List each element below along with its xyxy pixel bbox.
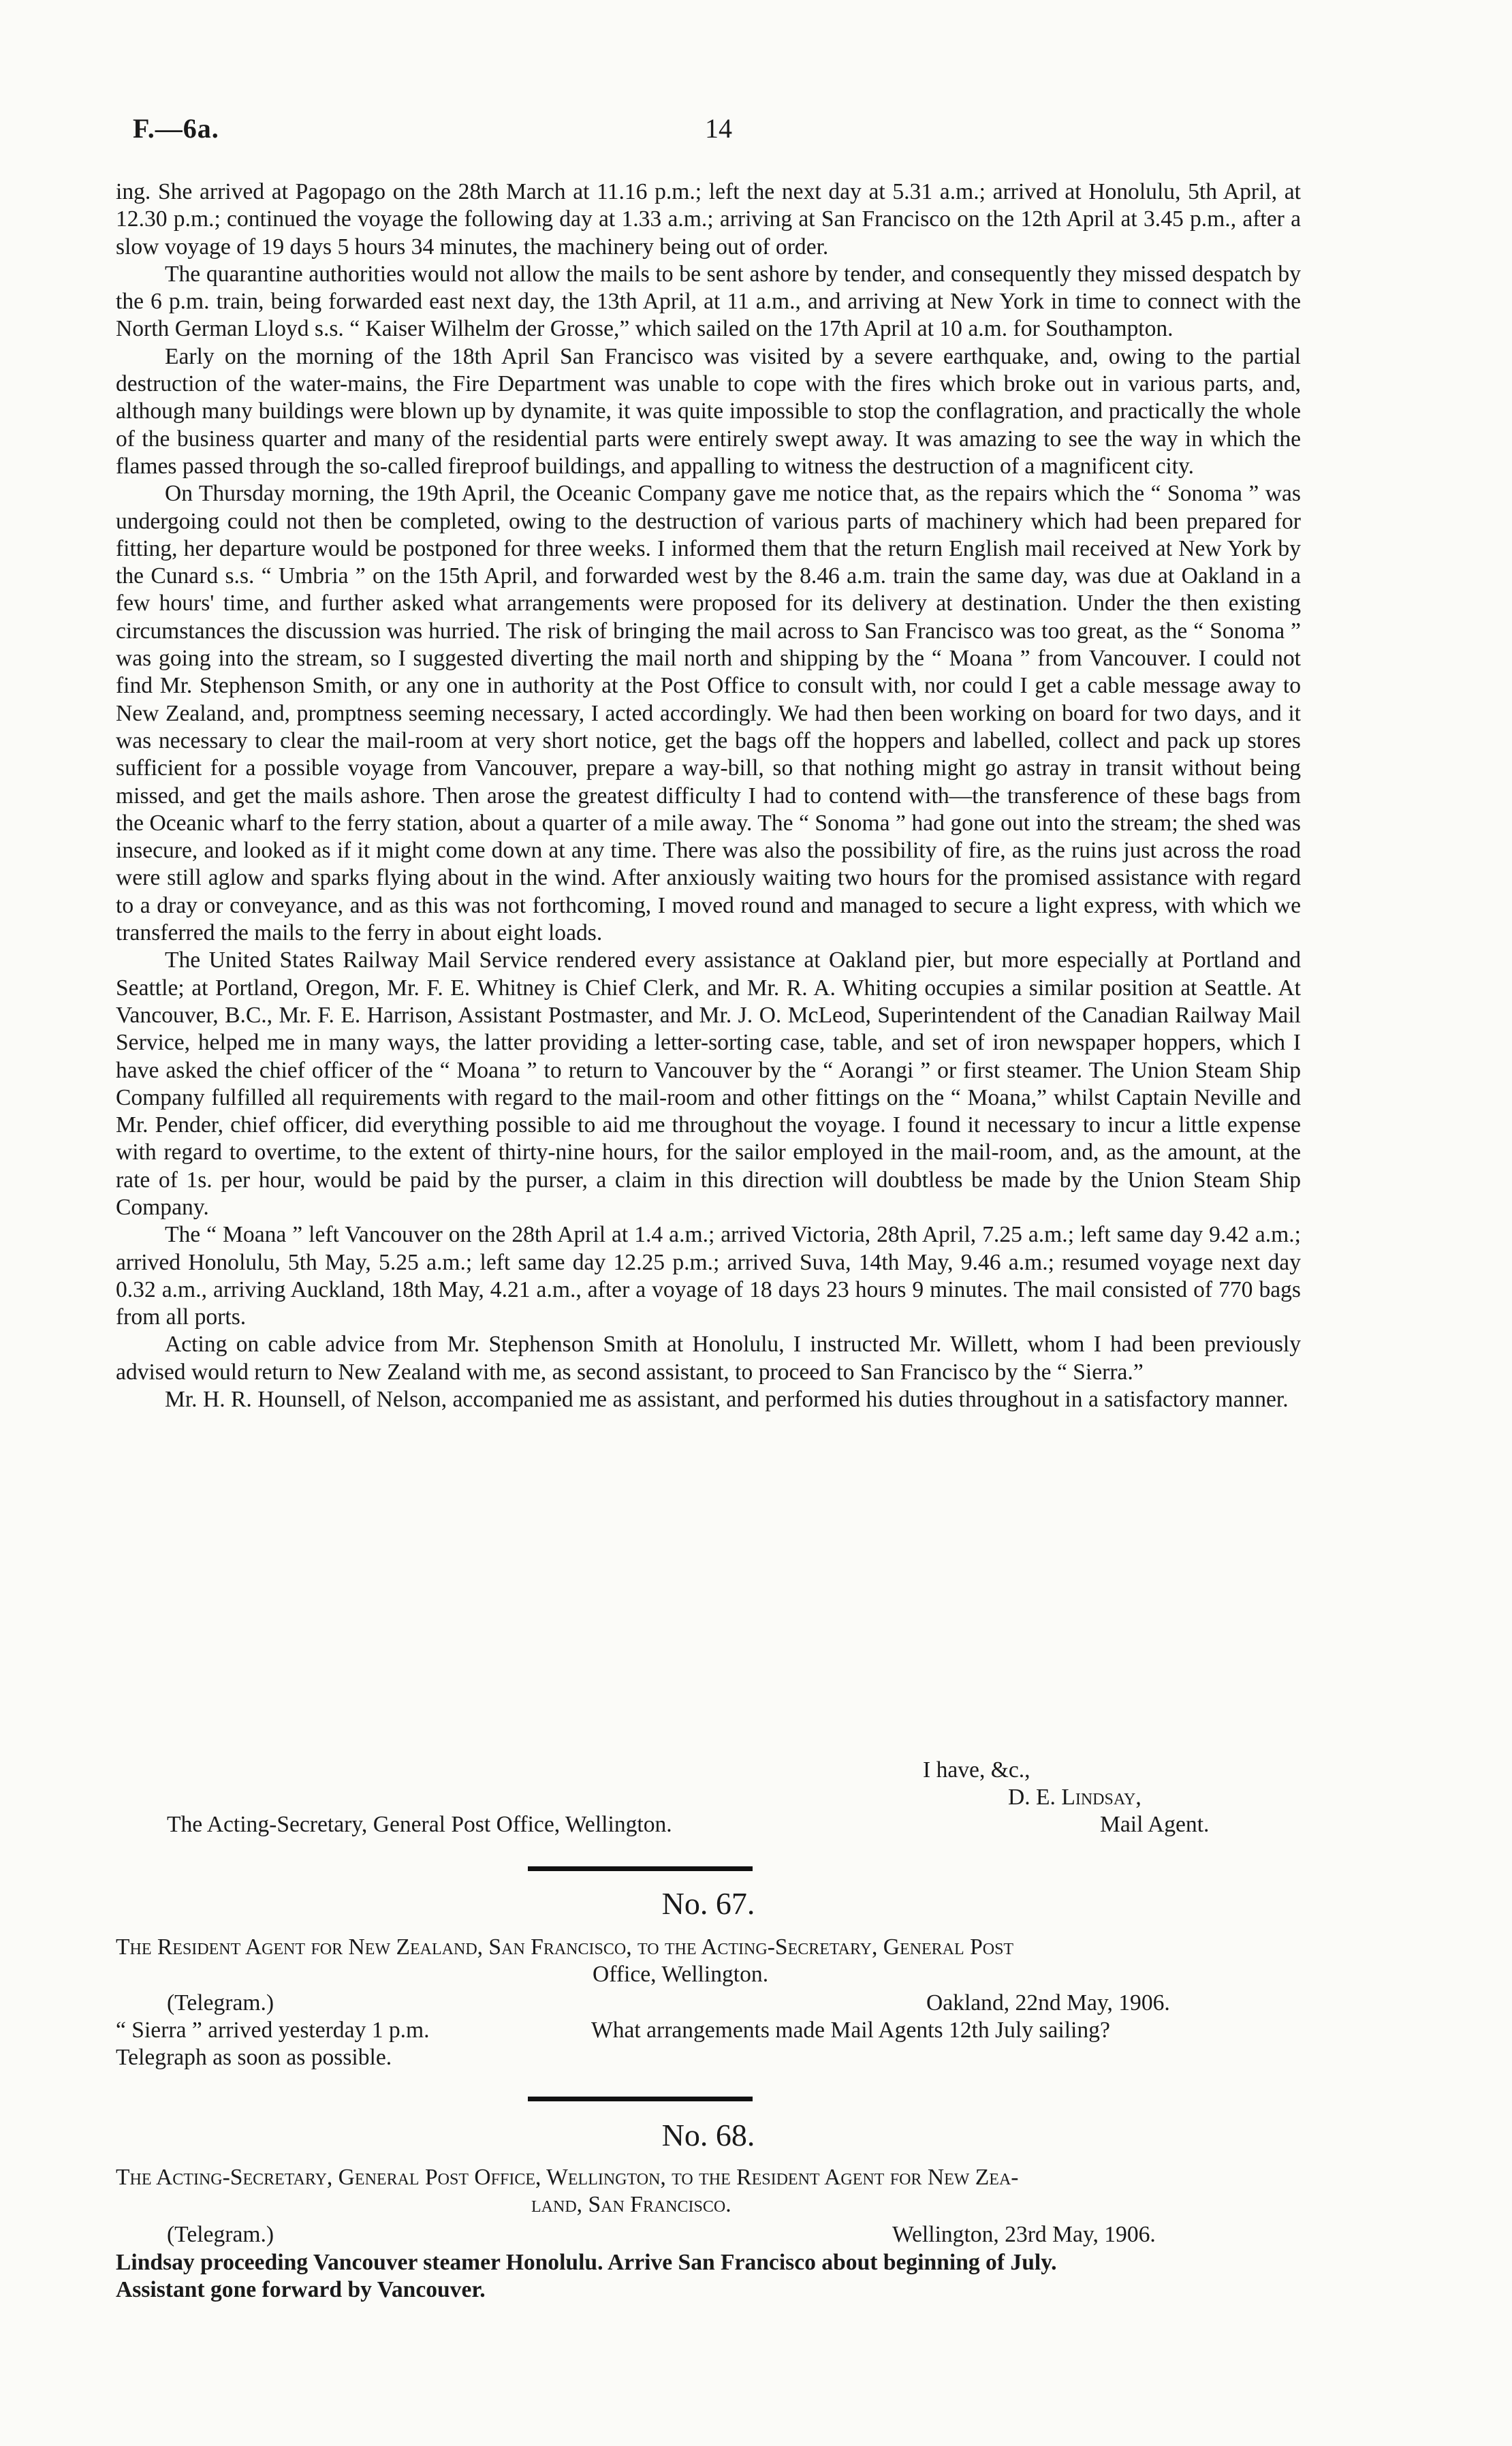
paragraph: Mr. H. R. Hounsell, of Nelson, accompanied me as assistant, and performed his duties throughout in a satisfactory manner. (165, 1387, 1289, 1413)
no68-text-2: Assistant gone forward by Vancouver. (116, 2277, 486, 2302)
addressee: The Acting-Secretary, General Post Office, Wellington. (167, 1812, 672, 1837)
paragraph: ing. She arrived at Pagopago on the 28th March at 11.16 p.m.; left the next day at 5.31 a.m.; arrived at Honolulu, 5th April, at 12.30 p.m.; continued the voyage the following day at 1.33 a.m.; arriving at San Francisco on the 12th April at 3.45 p.m., after a slow voyage of 19 days 5 hours 34 minutes, the machinery being out of order. (116, 179, 1301, 260)
no67-from-line: The Resident Agent for New Zealand, San Francisco, to the Acting-Secretary, General Post (116, 1934, 1014, 1960)
no67-from-line-2: Office, Wellington. (593, 1962, 769, 1987)
divider (528, 1866, 753, 1871)
paragraph: Acting on cable advice from Mr. Stephenson Smith at Honolulu, I instructed Mr. Willett, whom I had been previously advised would return to New Zealand with me, as second assistant, to proceed to San Francisco by the “ Sierra.” (116, 1332, 1301, 1385)
closing-i-have: I have, &c., (923, 1757, 1030, 1783)
no67-type: (Telegram.) (167, 1990, 274, 2016)
paragraph: On Thursday morning, the 19th April, the Oceanic Company gave me notice that, as the repairs which the “ Sonoma ” was undergoing could not then be completed, owing to the destruction of various parts of machinery which had been prepared for fitting, her departure would be postponed for three weeks. I informed them that the return English mail received at New York by the Cunard s.s. “ Umbria ” on the 15th April, and forwarded west by the 8.46 a.m. train the same day, was due at Oakland in a few hours' time, and further asked what arrangements were proposed for its delivery at destination. Under the then existing circumstances the discussion was hurried. The risk of bringing the mail across to San Francisco was too great, as the “ Sonoma ” was going into the stream, so I suggested diverting the mail north and shipping by the “ Moana ” from Vancouver. I could not find Mr. Stephenson Smith, or any one in authority at the Post Office to consult with, nor could I get a cable message away to New Zealand, and, promptness seeming necessary, I acted accordingly. We had then been working on board for two days, and it was necessary to clear the mail-room at very short notice, get the bags off the hoppers and labelled, collect and pack up stores sufficient for a possible voyage from Vancouver, prepare a way-bill, so that nothing might go astray in transit without being missed, and get the mails ashore. Then arose the greatest difficulty I had to contend with—the transference of these bags from the Oceanic wharf to the ferry station, about a quarter of a mile away. The “ Sonoma ” had gone out into the stream; the shed was insecure, and looked as if it might come down at any time. There was also the possibility of fire, as the ruins just across the road were still aglow and sparks flying about in the wind. After anxiously waiting two hours for the promised assistance with regard to a dray or conveyance, and as this was not forthcoming, I moved round and managed to secure a light express, with which we transferred the mails to the ferry in about eight loads. (116, 481, 1301, 946)
divider (528, 2097, 753, 2101)
page-reference: F.—6a. (133, 113, 219, 144)
no67-place-date: Oakland, 22nd May, 1906. (926, 1990, 1170, 2016)
no67-text: “ Sierra ” arrived yesterday 1 p.m. (116, 2018, 430, 2043)
page-number: 14 (705, 113, 732, 144)
signature-title: Mail Agent. (1100, 1812, 1210, 1837)
no68-type: (Telegram.) (167, 2222, 274, 2247)
no68-text: Lindsay proceeding Vancouver steamer Honolulu. Arrive San Francisco about beginning of July. (116, 2250, 1057, 2275)
paragraph: The “ Moana ” left Vancouver on the 28th April at 1.4 a.m.; arrived Victoria, 28th April, 7.25 a.m.; left same day 9.42 a.m.; arrived Honolulu, 5th May, 5.25 a.m.; left same day 12.25 p.m.; arrived Suva, 14th May, 9.46 a.m.; resumed voyage next day 0.32 a.m., arriving Auckland, 18th May, 4.21 a.m., after a voyage of 18 days 23 hours 9 minutes. The mail consisted of 770 bags from all ports. (116, 1222, 1301, 1330)
no67-text-2: Telegraph as soon as possible. (116, 2045, 392, 2070)
section-heading-no68: No. 68. (661, 2118, 755, 2152)
report-body (116, 178, 1301, 1413)
paragraph: The United States Railway Mail Service rendered every assistance at Oakland pier, but more especially at Portland and Seattle; at Portland, Oregon, Mr. F. E. Whitney is Chief Clerk, and Mr. R. A. Whiting occupies a similar position at Seattle. At Vancouver, B.C., Mr. F. E. Harrison, Assistant Postmaster, and Mr. J. O. McLeod, Superintendent of the Canadian Railway Mail Service, helped me in many ways, the latter providing a letter-sorting case, table, and set of iron newspaper hoppers, which I have asked the chief officer of the “ Moana ” to return to Vancouver by the “ Aorangi ” or first steamer. The Union Steam Ship Company fulfilled all requirements with regard to the mail-room and other fittings on the “ Moana,” whilst Captain Neville and Mr. Pender, chief officer, did everything possible to aid me throughout the voyage. I found it necessary to incur a little expense with regard to overtime, to the extent of thirty-nine hours, for the sailor employed in the mail-room, and, as the amount, at the rate of 1s. per hour, would be paid by the purser, a claim in this direction will doubtless be made by the Union Steam Ship Company. (116, 947, 1301, 1220)
no67-text-cont: What arrangements made Mail Agents 12th July sailing? (591, 2018, 1110, 2043)
section-heading-no67: No. 67. (661, 1886, 755, 1921)
no68-from-line-2: land, San Francisco. (531, 2192, 731, 2217)
no68-place-date: Wellington, 23rd May, 1906. (892, 2222, 1156, 2247)
signature: D. E. Lindsay, (1008, 1785, 1141, 1810)
paragraph: Early on the morning of the 18th April San Francisco was visited by a severe earthquake, and, owing to the partial destruction of the water-mains, the Fire Department was unable to cope with the fires which broke out in various parts, and, although many buildings were blown up by dynamite, it was quite impossible to stop the conflagration, and practically the whole of the business quarter and many of the residential parts were entirely swept away. It was amazing to see the way in which the flames passed through the so-called fireproof buildings, and appalling to witness the destruction of a magnificent city. (116, 343, 1301, 479)
no68-from-line: The Acting-Secretary, General Post Office, Wellington, to the Resident Agent for New Zea- (116, 2165, 1019, 2190)
paragraph: The quarantine authorities would not allow the mails to be sent ashore by tender, and consequently they missed despatch by the 6 p.m. train, being forwarded east next day, the 13th April, at 11 a.m., and arriving at New York in time to connect with the North German Lloyd s.s. “ Kaiser Wilhelm der Grosse,” which sailed on the 17th April at 10 a.m. for Southampton. (116, 261, 1301, 342)
